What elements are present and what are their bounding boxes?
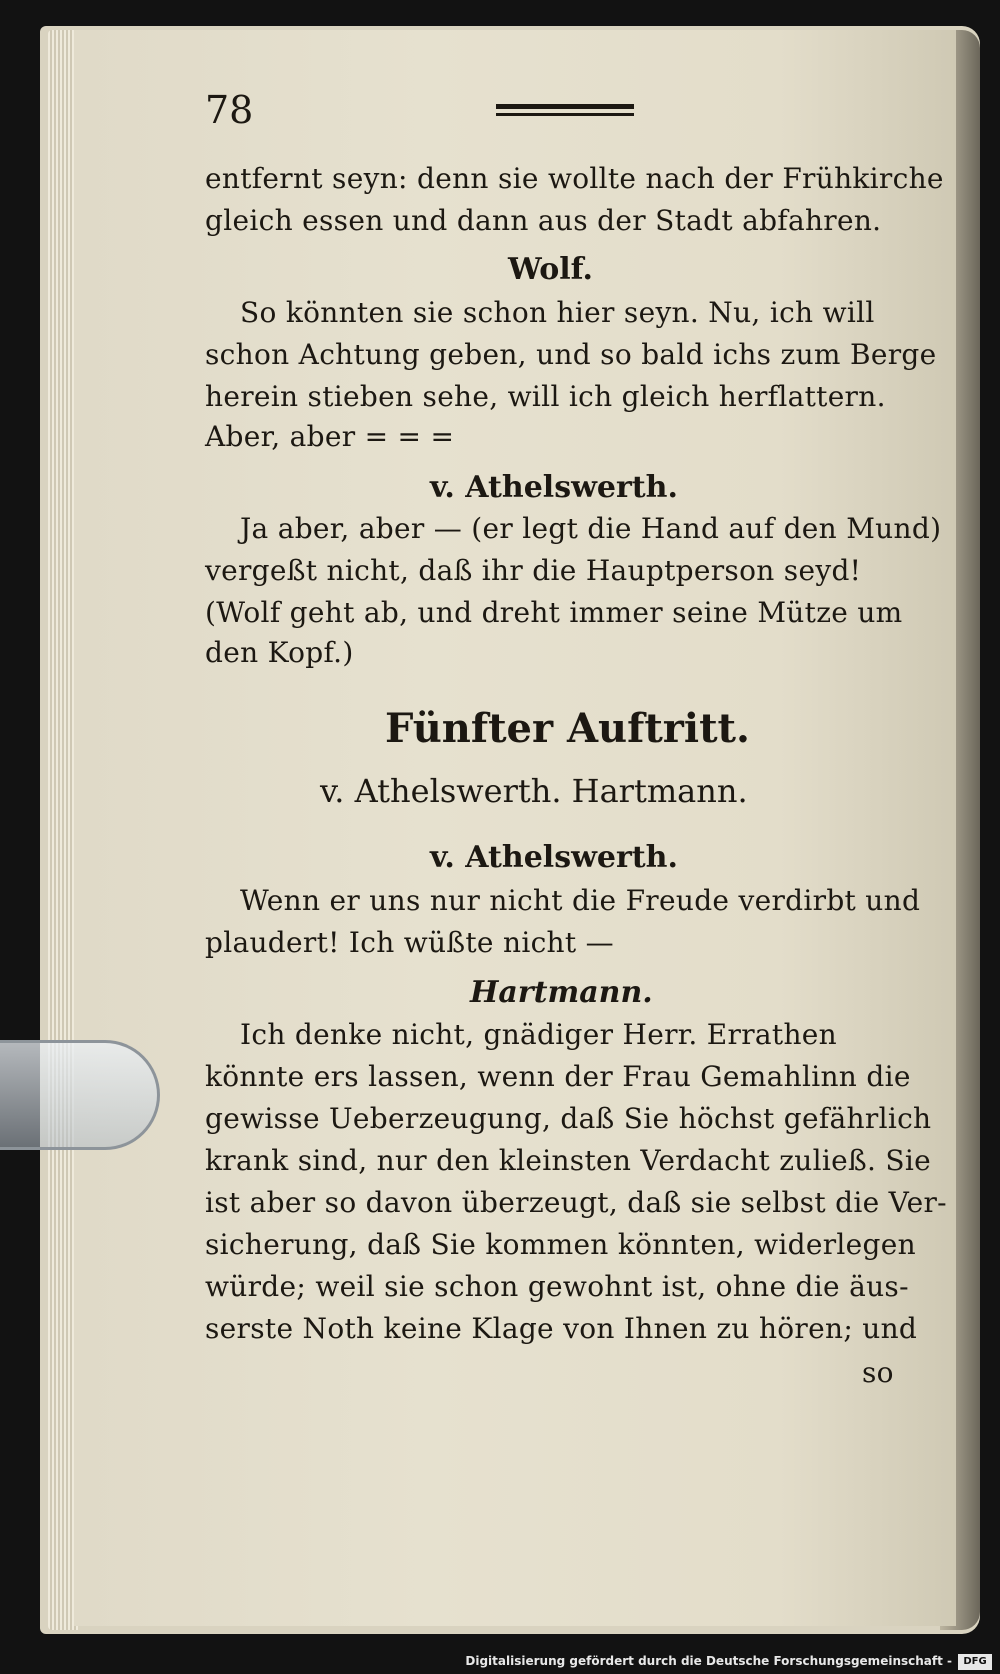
text-line-12: könnte ers lassen, wenn der Frau Gemahlinn die: [205, 1060, 911, 1093]
stage-direction-1: (Wolf geht ab, und dreht immer seine Mütze um: [205, 596, 903, 629]
stage-direction-2: den Kopf.): [205, 636, 354, 669]
scene-characters: v. Athelswerth. Hartmann.: [320, 772, 748, 810]
text-line-4: schon Achtung geben, und so bald ichs zum Berge: [205, 338, 937, 371]
text-line-11: Ich denke nicht, gnädiger Herr. Errathen: [240, 1018, 837, 1051]
text-line-10: plaudert! Ich wüßte nicht —: [205, 926, 614, 959]
text-line-18: serste Noth keine Klage von Ihnen zu hören; und: [205, 1312, 918, 1345]
page-clip: [0, 1040, 160, 1150]
footer-credit: Digitalisierung gefördert durch die Deutsche Forschungsgemeinschaft -: [465, 1654, 952, 1668]
text-line-14: krank sind, nur den kleinsten Verdacht zuließ. Sie: [205, 1144, 931, 1177]
speaker-wolf: Wolf.: [508, 252, 593, 287]
text-line-1: entfernt seyn: denn sie wollte nach der Frühkirche: [205, 162, 944, 195]
text-line-15: ist aber so davon überzeugt, daß sie selbst die Ver-: [205, 1186, 947, 1219]
dfg-logo: DFG: [958, 1654, 992, 1670]
text-line-2: gleich essen und dann aus der Stadt abfahren.: [205, 204, 882, 237]
speaker-athelswerth-2: v. Athelswerth.: [430, 840, 678, 875]
text-line-9: Wenn er uns nur nicht die Freude verdirbt und: [240, 884, 921, 917]
scene-heading: Fünfter Auftritt.: [385, 705, 750, 752]
speaker-hartmann: Hartmann.: [470, 975, 653, 1010]
text-line-5: herein stieben sehe, will ich gleich herflattern.: [205, 380, 886, 413]
page-number: 78: [205, 88, 254, 132]
text-line-6: Aber, aber = = =: [205, 420, 455, 453]
text-line-8: vergeßt nicht, daß ihr die Hauptperson seyd!: [205, 554, 862, 587]
header-rule: [496, 104, 634, 116]
text-line-16: sicherung, daß Sie kommen könnten, widerlegen: [205, 1228, 916, 1261]
catchword: so: [862, 1356, 894, 1389]
text-line-13: gewisse Ueberzeugung, daß Sie höchst gefährlich: [205, 1102, 932, 1135]
speaker-athelswerth-1: v. Athelswerth.: [430, 470, 678, 505]
text-line-17: würde; weil sie schon gewohnt ist, ohne die äus-: [205, 1270, 909, 1303]
text-line-7: Ja aber, aber — (er legt die Hand auf den Mund): [240, 512, 942, 545]
text-line-3: So könnten sie schon hier seyn. Nu, ich will: [240, 296, 875, 329]
